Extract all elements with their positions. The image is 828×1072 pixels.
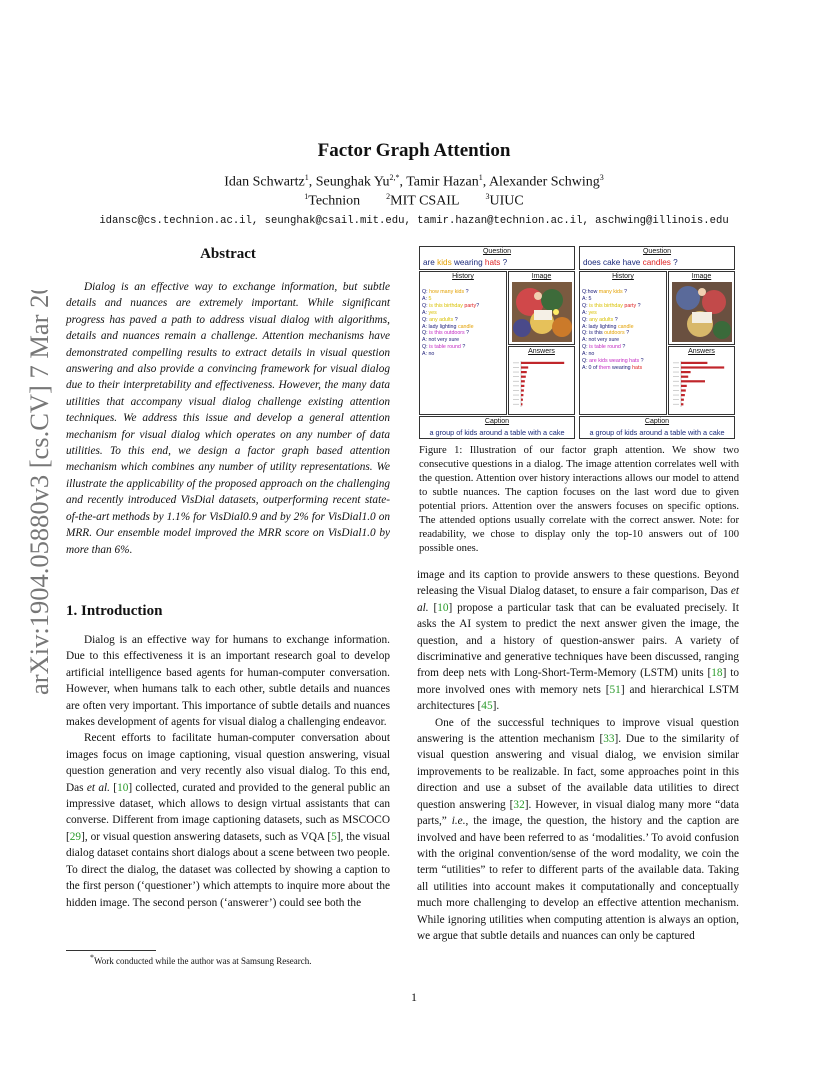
citation-link[interactable]: 29	[69, 830, 82, 843]
history-list: Q:how many kids ? A: 5 Q: is this birthday party ? A: yes Q: any adults ? A: lady lighting candle Q: is this outdoors ? A: not very sure Q: is table round ? A: no Q: are kids wearing hats ? A: 0 of them wearing hats	[582, 289, 644, 371]
caption-box	[579, 416, 735, 439]
answers-bar-chart	[511, 361, 573, 413]
answer-score-bar	[681, 399, 684, 401]
answer-label-mark	[673, 386, 679, 387]
affiliation-list	[0, 192, 828, 210]
citation-link[interactable]: 51	[609, 683, 621, 696]
figure-caption: Figure 1: Illustration of our factor graph attention. We show two consecutive questions in a dialog. The image attention correlates well with the question. Attention over history interactions allows our model to attend to subtle nuances. The caption focuses on the last word due to given potential priors. Attention over the answers focuses on specific options. The attended options usually correlate with the correct answer. Note: for readability, we chose to display only the top-10 answers out of 100 possible ones.	[419, 445, 739, 554]
answer-score-bar	[521, 366, 528, 368]
affil-mark: 3	[485, 192, 490, 201]
right-column-body	[417, 567, 739, 944]
footnote-rule	[66, 950, 156, 951]
arxiv-id-text: arXiv:1904.05880v3 [cs.CV] 7 Mar 2020	[24, 290, 54, 695]
answer-score-bar	[521, 403, 522, 405]
intro-paragraph-1: Dialog is an effective way for humans to exchange information. Due to this effectiveness it is an important research goal to develop artificial intelligence based agents for human-computer conversation. However, when humans talk to each other, subtle details and nuances are often very important. This importance of subtle details and nuances makes development of agents for visual dialog a challenging endeavor.	[66, 634, 390, 729]
citation-link[interactable]: 10	[437, 601, 449, 614]
author-affil-mark: 2,*	[389, 173, 400, 182]
answer-score-bar	[521, 389, 524, 391]
question-header: Question	[482, 248, 512, 255]
answer-score-bar	[521, 376, 526, 378]
body-paragraph-2: One of the successful techniques to improve visual question answering is the attention mechanism [33]. Due to the similarity of visual question answering and visual dialog, we envision similar improvements to be realizable. In fact, some approaches point in this direction and use a subset of the available data utilities to direct question answering [32]. However, in visual dialog many more “data parts,” i.e., the image, the question, the history and the caption are involved and have been referred to as ‘modalities.’ To avoid confusion with the original convention/sense of the word modality, we coin the term “utilities” to refer to different parts of the available data. Taking all utilities into account makes it computationally and conceptually much more challenging to develop an effective attention mechanism. While ignoring utilities when computing attention is always an option, we argue that subtle details and nuances can only be captured	[417, 716, 740, 942]
answer-label-mark	[513, 404, 519, 405]
answer-label-mark	[673, 376, 679, 377]
author-affil-mark: 1	[478, 173, 483, 182]
answer-label-mark	[673, 363, 679, 364]
history-header: History	[612, 273, 634, 280]
answer-label-mark	[673, 372, 679, 373]
answers-header: Answers	[688, 348, 715, 355]
intro-paragraph-2: Recent efforts to facilitate human-computer conversation about images focus on image captioning, visual question answering, visual question generation and very recently also visual dialog. To this end, Das et al. [10] collected, curated and provided to the general public an impressive dataset, which allows to design virtual assistants that can converse. Different from image captioning datasets, such as MSCOCO [29], or visual question answering datasets, such as VQA [5], the visual dialog dataset contains short dialogs about a scene between two people. To direct the dialog, the dataset was collected by showing a caption to the first person (‘questioner’) which attempts to inquire more about the hidden image. The second person (‘answerer’) could see both the	[66, 732, 390, 909]
author-affil-mark: 3	[599, 173, 604, 182]
affiliation-name: Technion	[308, 193, 361, 209]
affil-mark: 1	[304, 192, 309, 201]
author-list: Idan Schwartz$^1$, Seunghak $Yu^{2,*}$, Tamir Hazan$^1$, Alexander Schwing$^3$	[224, 173, 604, 190]
answer-score-bar	[681, 366, 724, 368]
question-box	[419, 246, 575, 270]
party-photo	[512, 282, 572, 342]
answer-score-bar	[521, 371, 527, 373]
caption-text: a group of kids around a table with a cake	[429, 428, 565, 437]
citation-link[interactable]: 18	[711, 667, 723, 680]
abstract-text: Dialog is an effective way to exchange information, but subtle details and nuances are extremely important. While significant progress has paved a path to address visual dialog with algorithms, details and nuances remain a challenge. Attention mechanisms have demonstrated compelling results to extract details in visual question answering and also provide a convincing framework for visual dialog due to their interpretability and effectiveness. However, the many data utilities that accompany visual dialog challenge existing attention techniques. We address this issue and develop a general attention mechanism for visual dialog which operates on any number of data utilities. To this end, we design a factor graph based attention mechanism which combines any number of utility representations. We illustrate the applicability of the proposed approach on the challenging and recently introduced VisDial datasets, outperforming recent state-of-the-art methods by 1.1% for VisDial0.9 and by 2% for VisDial1.0 on MRR. Our ensemble model improved the MRR score on VisDial1.0 by more than 6%.	[66, 281, 390, 556]
caption-header: Caption	[644, 418, 670, 425]
answer-score-bar	[521, 362, 564, 364]
image-header: Image	[691, 273, 712, 280]
question-text: are kids wearing hats ?	[423, 258, 508, 267]
introduction-body	[66, 632, 390, 911]
answer-label-mark	[673, 390, 679, 391]
answer-label-mark	[513, 363, 519, 364]
affiliation-name: UIUC	[489, 193, 524, 209]
affiliation-name: MIT CSAIL	[390, 193, 460, 209]
answer-label-mark	[673, 404, 679, 405]
caption-box	[419, 416, 575, 439]
history-list: Q: how many kids ? A: 5 Q: is this birthday party? A: yes Q: any adults ? A: lady lighting candle Q: is this outdoors ? A: not very sure Q: is table round ? A: no	[422, 289, 480, 358]
answer-label-mark	[513, 367, 519, 368]
answers-box	[668, 346, 735, 415]
author-affil-mark: 1	[304, 173, 309, 182]
page-number: 1	[411, 990, 417, 1004]
answer-score-bar	[681, 389, 686, 391]
answer-label-mark	[513, 386, 519, 387]
answer-label-mark	[513, 372, 519, 373]
answer-label-mark	[673, 395, 679, 396]
answer-score-bar	[681, 371, 691, 373]
answer-score-bar	[521, 385, 524, 387]
body-paragraph-1: image and its caption to provide answers to these questions. Beyond releasing the Visual Dialog dataset, to ensure a fair comparison, Das et al. [10] propose a particular task that can be evaluated precisely. It asks the AI system to predict the next answer given the image, the question, and a history of question-answer pairs. A variety of discriminative and generative techniques have been discussed, ranging from deep nets with Long-Short-Term-Memory (LSTM) units [18] to more involved ones with memory nets [51] and hierarchical LSTM architectures [45].	[417, 569, 740, 713]
answer-score-bar	[521, 380, 525, 382]
answers-box	[508, 346, 575, 415]
question-box	[579, 246, 735, 270]
answer-label-mark	[513, 395, 519, 396]
answer-score-bar	[681, 376, 688, 378]
answer-score-bar	[681, 380, 705, 382]
figure-panel-left	[419, 246, 575, 439]
image-box	[668, 271, 735, 345]
author-emails: idansc@cs.technion.ac.il, seunghak@csail.mit.edu, tamir.hazan@technion.ac.il, aschwing@illinois.edu	[99, 215, 729, 227]
answer-score-bar	[521, 399, 523, 401]
paper-title: Factor Graph Attention	[317, 140, 511, 161]
answer-label-mark	[513, 381, 519, 382]
answer-score-bar	[681, 385, 687, 387]
section-heading-introduction: 1. Introduction	[66, 603, 163, 619]
answer-label-mark	[673, 399, 679, 400]
footnote: *Work conducted while the author was at Samsung Research.	[90, 953, 312, 966]
history-box	[579, 271, 667, 415]
figure-1	[419, 246, 737, 441]
answer-label-mark	[513, 390, 519, 391]
citation-link[interactable]: 33	[603, 733, 615, 746]
citation-link[interactable]: 45	[481, 700, 493, 713]
answer-label-mark	[513, 399, 519, 400]
author-name: Alexander Schwing	[488, 174, 600, 190]
answer-score-bar	[681, 362, 707, 364]
author-name: Tamir Hazan	[406, 174, 479, 190]
history-header: History	[452, 273, 474, 280]
history-box	[419, 271, 507, 415]
answer-score-bar	[521, 394, 523, 396]
answers-bar-chart	[671, 361, 733, 413]
arxiv-identifier	[4, 290, 64, 700]
citation-link[interactable]: 10	[117, 781, 129, 794]
answer-label-mark	[673, 381, 679, 382]
citation-link[interactable]: 32	[513, 798, 525, 811]
answer-score-bar	[681, 394, 685, 396]
image-box	[508, 271, 575, 345]
answer-label-mark	[513, 376, 519, 377]
party-photo	[672, 282, 732, 342]
citation-link[interactable]: 5	[331, 830, 337, 843]
figure-panel-right	[579, 246, 735, 439]
abstract-body	[66, 279, 390, 558]
answer-score-bar	[681, 403, 683, 405]
author-name: Seunghak Yu	[315, 174, 390, 190]
answer-label-mark	[673, 367, 679, 368]
caption-text: a group of kids around a table with a cake	[589, 428, 725, 437]
author-name: Idan Schwartz	[224, 174, 305, 190]
question-text: does cake have candles ?	[583, 258, 678, 267]
affil-mark: 2	[386, 192, 391, 201]
question-header: Question	[642, 248, 672, 255]
caption-header: Caption	[484, 418, 510, 425]
image-header: Image	[531, 273, 552, 280]
abstract-heading: Abstract	[200, 246, 256, 262]
answers-header: Answers	[528, 348, 555, 355]
